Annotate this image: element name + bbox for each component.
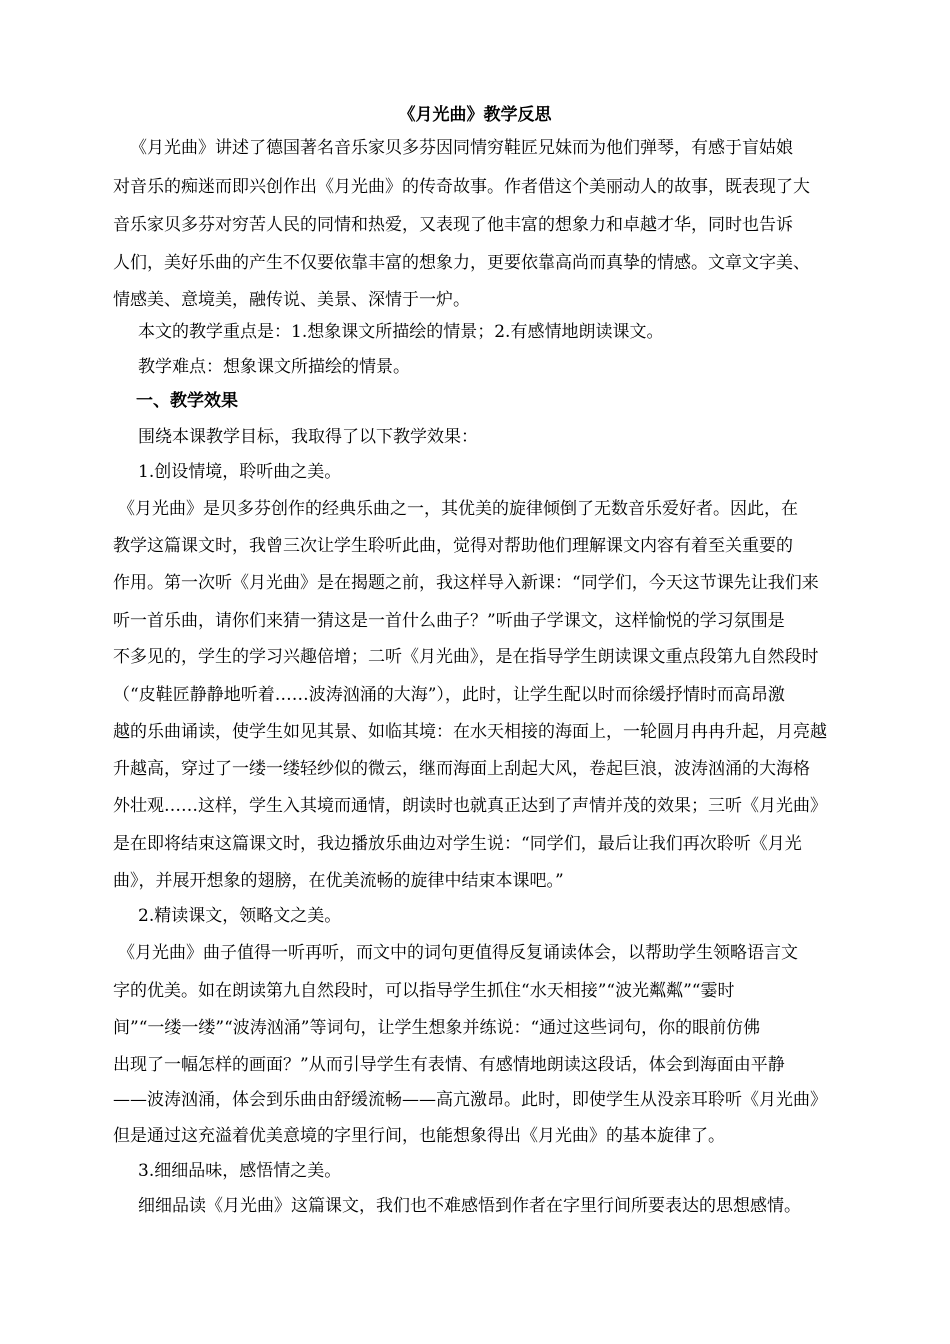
paragraph-line: 音乐家贝多芬对穷苦人民的同情和热爱，又表现了他丰富的想象力和卓越才华，同时也告诉 [113, 215, 793, 235]
paragraph-line: 教学这篇课文时，我曾三次让学生聆听此曲，觉得对帮助他们理解课文内容有着至关重要的 [113, 536, 793, 556]
paragraph-line: 人们，美好乐曲的产生不仅要依靠丰富的想象力，更要依靠高尚而真挚的情感。文章文字美、 [113, 253, 810, 273]
paragraph-line: 是在即将结束这篇课文时，我边播放乐曲边对学生说：“同学们，最后让我们再次聆听《月光 [113, 834, 802, 854]
paragraph-line: 升越高，穿过了一缕一缕轻纱似的微云，继而海面上刮起大风，卷起巨浪，波涛汹涌的大海格 [113, 759, 810, 779]
subheading: 1.创设情境，聆听曲之美。 [138, 462, 342, 482]
paragraph-line: 《月光曲》曲子值得一听再听，而文中的词句更值得反复诵读体会，以帮助学生领略语言文 [118, 943, 798, 963]
paragraph-line: 字的优美。如在朗读第九自然段时，可以指导学生抓住“水天相接”“波光粼粼”“霎时 [113, 981, 735, 1001]
paragraph-line: 本文的教学重点是：1.想象课文所描绘的情景；2.有感情地朗读课文。 [138, 322, 664, 342]
paragraph-line: 作用。第一次听《月光曲》是在揭题之前，我这样导入新课：“同学们，今天这节课先让我们来 [113, 573, 819, 593]
paragraph-line: 对音乐的痴迷而即兴创作出《月光曲》的传奇故事。作者借这个美丽动人的故事，既表现了大 [113, 177, 810, 197]
paragraph-line: 间”“一缕一缕”“波涛汹涌”等词句，让学生想象并练说：“通过这些词句，你的眼前仿佛 [113, 1018, 761, 1038]
subheading: 2.精读课文，领略文之美。 [138, 906, 342, 926]
paragraph-line: 情感美、意境美，融传说、美景、深情于一炉。 [113, 290, 470, 310]
paragraph-line: 外壮观……这样，学生入其境而通情，朗读时也就真正达到了声情并茂的效果；三听《月光曲》 [113, 796, 827, 816]
paragraph-line: 教学难点：想象课文所描绘的情景。 [138, 357, 410, 377]
paragraph-line: 出现了一幅怎样的画面？”从而引导学生有表情、有感情地朗读这段话，体会到海面由平静 [113, 1055, 785, 1075]
paragraph-line: 不多见的，学生的学习兴趣倍增；二听《月光曲》，是在指导学生朗读课文重点段第九自然段时 [113, 647, 819, 667]
paragraph-line: 听一首乐曲，请你们来猜一猜这是一首什么曲子？”听曲子学课文，这样愉悦的学习氛围是 [113, 611, 785, 631]
paragraph-line: 围绕本课教学目标，我取得了以下教学效果： [138, 427, 478, 447]
paragraph-line: （“皮鞋匠静静地听着……波涛汹涌的大海”），此时，让学生配以时而徐缓抒情时而高昂激 [113, 685, 785, 705]
paragraph-line: ——波涛汹涌，体会到乐曲由舒缓流畅——高亢激昂。此时，即使学生从没亲耳聆听《月光曲》 [113, 1090, 827, 1110]
paragraph-line: 但是通过这充溢着优美意境的字里行间，也能想象得出《月光曲》的基本旋律了。 [113, 1126, 725, 1146]
subheading: 3.细细品味，感悟情之美。 [138, 1161, 342, 1181]
document-title: 《月光曲》教学反思 [398, 105, 552, 125]
section-heading: 一、教学效果 [136, 391, 238, 411]
paragraph-line: 细细品读《月光曲》这篇课文，我们也不难感悟到作者在字里行间所要表达的思想感情。 [138, 1196, 801, 1216]
paragraph-line: 曲》，并展开想象的翅膀，在优美流畅的旋律中结束本课吧。” [113, 871, 564, 891]
paragraph-line: 越的乐曲诵读，使学生如见其景、如临其境：在水天相接的海面上，一轮圆月冉冉升起，月亮越 [113, 722, 827, 742]
paragraph-line: 《月光曲》讲述了德国著名音乐家贝多芬因同情穷鞋匠兄妹而为他们弹琴，有感于盲姑娘 [130, 138, 793, 158]
paragraph-line: 《月光曲》是贝多芬创作的经典乐曲之一，其优美的旋律倾倒了无数音乐爱好者。因此，在 [118, 499, 798, 519]
